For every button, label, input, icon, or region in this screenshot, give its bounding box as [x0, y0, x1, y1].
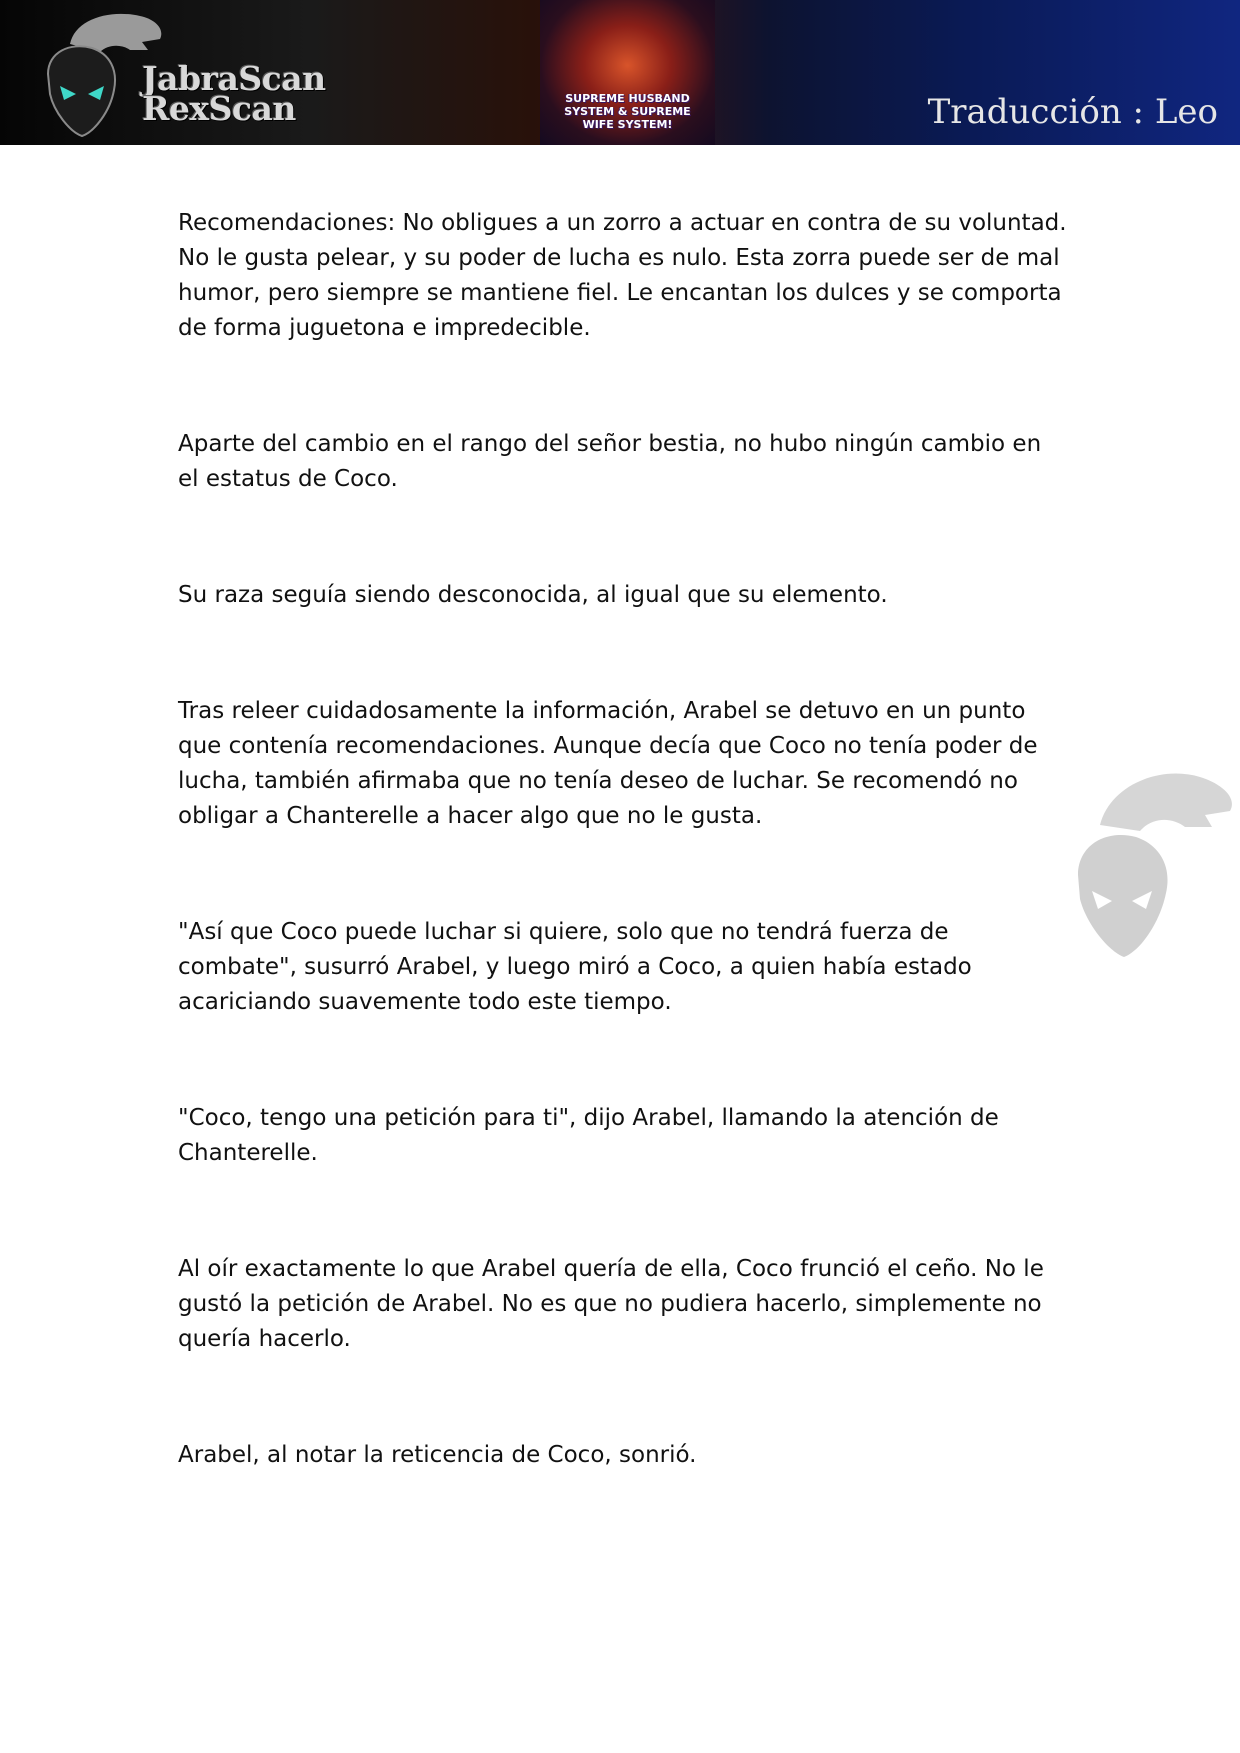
cover-title-line-2: SYSTEM & SUPREME — [564, 105, 691, 118]
paragraph: Al oír exactamente lo que Arabel quería de ella, Coco frunció el ceño. No le gustó la petición de Arabel. No es que no pudiera hacerlo, simplemente no quería hacerlo. — [178, 1256, 1044, 1352]
cover-title-line-1: SUPREME HUSBAND — [565, 92, 690, 105]
cover-title — [540, 92, 715, 131]
brand-line-1: JabraScan — [142, 59, 326, 98]
header-banner — [0, 0, 1240, 145]
paragraph: Arabel, al notar la reticencia de Coco, sonrió. — [178, 1442, 697, 1468]
translator-credit: Traducción : Leo — [927, 92, 1218, 132]
cover-title-line-3: WIFE SYSTEM! — [582, 118, 673, 131]
cover-art — [540, 0, 715, 145]
paragraph: "Así que Coco puede luchar si quiere, solo que no tendrá fuerza de combate", susurró Arabel, y luego miró a Coco, a quien había estado acariciando suavemente todo este tiempo. — [178, 919, 972, 1015]
dinosaur-skull-watermark-icon — [1060, 755, 1240, 985]
paragraph: Aparte del cambio en el rango del señor bestia, no hubo ningún cambio en el estatus de Coco. — [178, 431, 1042, 492]
brand-line-2: RexScan — [142, 89, 296, 128]
paragraph: Recomendaciones: No obligues a un zorro a actuar en contra de su voluntad. No le gusta pelear, y su poder de lucha es nulo. Esta zorra puede ser de mal humor, pero siempre se mantiene fiel. Le encantan los dulces y se comporta de forma juguetona e impredecible. — [178, 210, 1067, 341]
paragraph: "Coco, tengo una petición para ti", dijo Arabel, llamando la atención de Chanterelle. — [178, 1105, 999, 1166]
chapter-text — [178, 206, 1068, 1554]
paragraph: Tras releer cuidadosamente la información, Arabel se detuvo en un punto que contenía recomendaciones. Aunque decía que Coco no tenía poder de lucha, también afirmaba que no tenía deseo de luchar. Se recomendó no obligar a Chanterelle a hacer algo que no le gusta. — [178, 698, 1038, 829]
brand-name — [142, 59, 326, 128]
paragraph: Su raza seguía siendo desconocida, al igual que su elemento. — [178, 582, 888, 608]
